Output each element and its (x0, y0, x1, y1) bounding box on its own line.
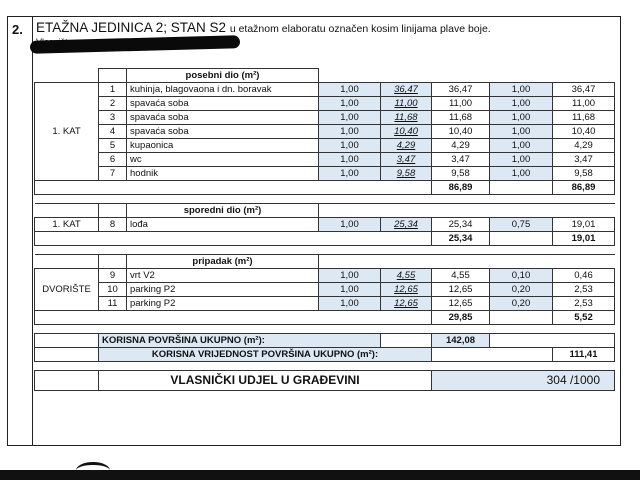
posebni-title: posebni dio (m²) (127, 69, 319, 83)
measured-area: 11,00 (381, 97, 432, 111)
table-row (35, 167, 615, 181)
row-no: 7 (99, 167, 127, 181)
weighted-area: 36,47 (553, 83, 615, 97)
room-name: lođa (127, 218, 319, 232)
coef-2: 1,00 (490, 153, 553, 167)
table-row (35, 125, 615, 139)
coef-1: 1,00 (319, 139, 381, 153)
weighted-area: 10,40 (553, 125, 615, 139)
measured-area: 4,55 (381, 269, 432, 283)
udjel-value: 304 /1000 (432, 371, 615, 391)
coef-2: 1,00 (490, 139, 553, 153)
table-row (35, 218, 615, 232)
pripadak-title: pripadak (m²) (127, 255, 319, 269)
row-no: 11 (99, 297, 127, 311)
unit-subtitle: u etažnom elaboratu označen kosim linijama plave boje. (229, 23, 491, 35)
weighted-area: 2,53 (553, 283, 615, 297)
sporedni-total-row (35, 232, 615, 246)
coef-1: 1,00 (319, 125, 381, 139)
row-no: 1 (99, 83, 127, 97)
weighted-area: 9,58 (553, 167, 615, 181)
weighted-area: 3,47 (553, 153, 615, 167)
room-name: spavaća soba (127, 111, 319, 125)
area: 3,47 (432, 153, 490, 167)
sporedni-title: sporedni dio (m²) (127, 204, 319, 218)
coef-1: 1,00 (319, 269, 381, 283)
posebni-header-row (35, 69, 615, 83)
coef-1: 1,00 (319, 97, 381, 111)
weighted-area: 11,68 (553, 111, 615, 125)
room-name: spavaća soba (127, 97, 319, 111)
row-no: 6 (99, 153, 127, 167)
sporedni-total-area: 25,34 (432, 232, 490, 246)
vrijednost-row (35, 348, 615, 362)
weighted-area: 19,01 (553, 218, 615, 232)
room-name: vrt V2 (127, 269, 319, 283)
pripadak-floor: DVORIŠTE (35, 269, 99, 311)
pripadak-total-weighted: 5,52 (553, 311, 615, 325)
measured-area: 36,47 (381, 83, 432, 97)
coef-2: 1,00 (490, 125, 553, 139)
coef-2: 1,00 (490, 167, 553, 181)
posebni-total-area: 86,89 (432, 181, 490, 195)
sporedni-header-row (35, 204, 615, 218)
area: 9,58 (432, 167, 490, 181)
row-no: 9 (99, 269, 127, 283)
item-number-column (7, 16, 33, 446)
coef-1: 1,00 (319, 83, 381, 97)
unit-title: ETAŽNA JEDINICA 2; STAN S2 (36, 20, 227, 35)
table-row (35, 153, 615, 167)
weighted-area: 4,29 (553, 139, 615, 153)
posebni-floor: 1. KAT (35, 83, 99, 181)
room-name: hodnik (127, 167, 319, 181)
table-row (35, 269, 615, 283)
area: 12,65 (432, 283, 490, 297)
measured-area: 25,34 (381, 218, 432, 232)
posebni-total-row (35, 181, 615, 195)
weighted-area: 0,46 (553, 269, 615, 283)
table-row (35, 297, 615, 311)
area: 12,65 (432, 297, 490, 311)
coef-1: 1,00 (319, 111, 381, 125)
row-no: 3 (99, 111, 127, 125)
vrijednost-label: KORISNA VRIJEDNOST POVRŠINA UKUPNO (m²): (99, 348, 432, 362)
coef-1: 1,00 (319, 283, 381, 297)
coef-2: 0,75 (490, 218, 553, 232)
table-row (35, 97, 615, 111)
udjel-label: VLASNIČKI UDJEL U GRAĐEVINI (99, 371, 432, 391)
measured-area: 11,68 (381, 111, 432, 125)
area: 25,34 (432, 218, 490, 232)
coef-2: 0,10 (490, 269, 553, 283)
measured-area: 4,29 (381, 139, 432, 153)
coef-2: 1,00 (490, 83, 553, 97)
coef-1: 1,00 (319, 297, 381, 311)
coef-2: 1,00 (490, 97, 553, 111)
pripadak-header-row (35, 255, 615, 269)
measured-area: 9,58 (381, 167, 432, 181)
row-no: 5 (99, 139, 127, 153)
scan-edge (0, 470, 640, 480)
room-name: kuhinja, blagovaona i dn. boravak (127, 83, 319, 97)
area: 4,55 (432, 269, 490, 283)
coef-2: 1,00 (490, 111, 553, 125)
measured-area: 3,47 (381, 153, 432, 167)
room-name: kupaonica (127, 139, 319, 153)
korisna-value: 142,08 (432, 334, 490, 348)
table-row (35, 139, 615, 153)
coef-1: 1,00 (319, 167, 381, 181)
measured-area: 12,65 (381, 283, 432, 297)
area: 36,47 (432, 83, 490, 97)
room-name: wc (127, 153, 319, 167)
coef-1: 1,00 (319, 153, 381, 167)
pripadak-total-area: 29,85 (432, 311, 490, 325)
korisna-row (35, 334, 615, 348)
room-name: parking P2 (127, 283, 319, 297)
sporedni-total-weighted: 19,01 (553, 232, 615, 246)
vrijednost-value: 111,41 (553, 348, 615, 362)
area: 4,29 (432, 139, 490, 153)
area-table (34, 68, 615, 391)
unit-heading (36, 20, 491, 35)
table-row (35, 83, 615, 97)
table-row (35, 283, 615, 297)
udjel-row (35, 371, 615, 391)
area: 11,00 (432, 97, 490, 111)
measured-area: 10,40 (381, 125, 432, 139)
weighted-area: 11,00 (553, 97, 615, 111)
row-no: 2 (99, 97, 127, 111)
posebni-total-weighted: 86,89 (553, 181, 615, 195)
table-row (35, 111, 615, 125)
row-no: 10 (99, 283, 127, 297)
weighted-area: 2,53 (553, 297, 615, 311)
room-name: spavaća soba (127, 125, 319, 139)
row-no: 4 (99, 125, 127, 139)
sporedni-floor: 1. KAT (35, 218, 99, 232)
room-name: parking P2 (127, 297, 319, 311)
coef-2: 0,20 (490, 283, 553, 297)
area: 11,68 (432, 111, 490, 125)
coef-1: 1,00 (319, 218, 381, 232)
item-number: 2. (12, 22, 23, 37)
pripadak-total-row (35, 311, 615, 325)
row-no: 8 (99, 218, 127, 232)
korisna-label: KORISNA POVRŠINA UKUPNO (m²): (99, 334, 381, 348)
measured-area: 12,65 (381, 297, 432, 311)
coef-2: 0,20 (490, 297, 553, 311)
area: 10,40 (432, 125, 490, 139)
